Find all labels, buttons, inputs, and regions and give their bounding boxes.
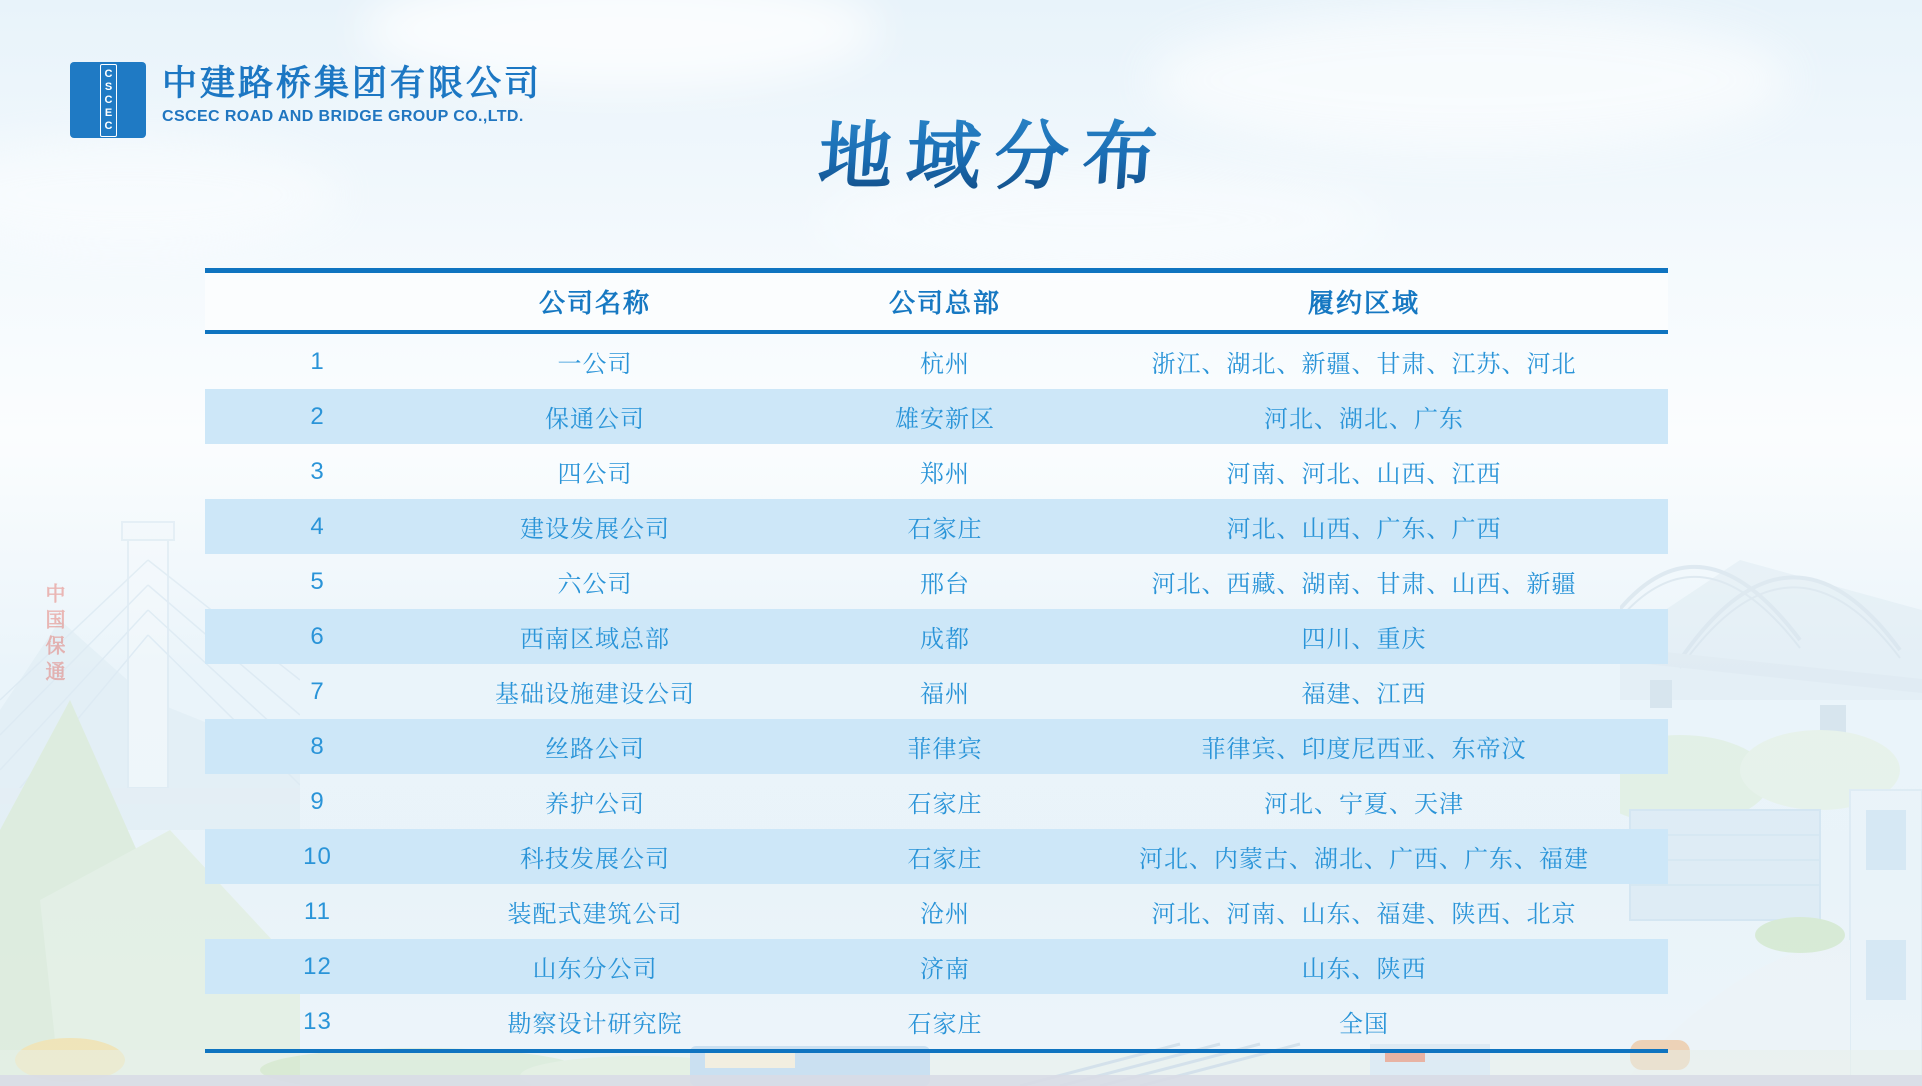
- brand-text-block: [162, 62, 542, 126]
- header-company-hq: 公司总部: [888, 288, 1001, 318]
- table-row: [205, 664, 1668, 719]
- row-index: 1: [310, 347, 325, 375]
- row-company-hq: 石家庄: [907, 791, 983, 818]
- table-row: [205, 939, 1668, 994]
- company-name-en: CSCEC ROAD AND BRIDGE GROUP CO.,LTD.: [162, 108, 524, 126]
- row-company-name: 装配式建筑公司: [507, 901, 683, 928]
- table-body: [205, 334, 1668, 1049]
- row-company-name: 丝路公司: [545, 736, 645, 763]
- row-index: 6: [310, 622, 325, 650]
- row-company-hq: 石家庄: [907, 516, 983, 543]
- table-row: [205, 884, 1668, 939]
- table-row: [205, 389, 1668, 444]
- row-regions: 河北、宁夏、天津: [1264, 791, 1464, 818]
- row-company-hq: 沧州: [920, 901, 970, 928]
- row-company-hq: 郑州: [920, 461, 970, 488]
- row-regions: 福建、江西: [1301, 681, 1427, 708]
- row-company-hq: 邢台: [920, 571, 970, 598]
- company-name-zh: 中建路桥集团有限公司: [162, 64, 543, 103]
- row-company-name: 基础设施建设公司: [495, 681, 695, 708]
- bottom-road-strip: [0, 1075, 1922, 1086]
- row-company-name: 四公司: [557, 461, 633, 488]
- table-row: [205, 444, 1668, 499]
- page-title: 地域分布: [815, 98, 1174, 204]
- row-company-hq: 成都: [920, 626, 970, 653]
- left-pylon-banner-text: 中国保通: [42, 583, 64, 687]
- row-index: 12: [303, 952, 332, 980]
- row-company-hq: 石家庄: [907, 1011, 983, 1038]
- row-index: 7: [310, 677, 325, 705]
- row-company-hq: 菲律宾: [907, 736, 983, 763]
- table-row: [205, 994, 1668, 1049]
- row-regions: 河北、湖北、广东: [1264, 406, 1464, 433]
- row-company-name: 一公司: [557, 351, 633, 378]
- table-row: [205, 499, 1668, 554]
- row-regions: 山东、陕西: [1301, 956, 1427, 983]
- row-index: 10: [303, 842, 332, 870]
- table-row: [205, 719, 1668, 774]
- cloud-shape: [0, 140, 340, 250]
- table-header-row: [205, 273, 1668, 334]
- table-row: [205, 609, 1668, 664]
- header-regions: 履约区域: [1307, 288, 1420, 318]
- row-company-hq: 济南: [920, 956, 970, 983]
- row-regions: 河北、西藏、湖南、甘肃、山西、新疆: [1151, 571, 1577, 598]
- cscec-logo: [70, 62, 146, 138]
- row-index: 2: [310, 402, 325, 430]
- cloud-shape: [1150, 10, 1790, 150]
- region-table: [205, 268, 1668, 1053]
- row-index: 13: [303, 1007, 332, 1035]
- row-company-name: 六公司: [557, 571, 633, 598]
- row-company-name: 山东分公司: [532, 956, 658, 983]
- row-company-hq: 福州: [920, 681, 970, 708]
- row-regions: 浙江、湖北、新疆、甘肃、江苏、河北: [1151, 351, 1577, 378]
- header-company-name: 公司名称: [538, 288, 651, 318]
- row-regions: 河北、内蒙古、湖北、广西、广东、福建: [1139, 846, 1589, 873]
- cscec-logo-letters: CSCEC: [100, 64, 117, 137]
- row-company-name: 科技发展公司: [520, 846, 670, 873]
- table-row: [205, 774, 1668, 829]
- brand-header: [70, 62, 542, 138]
- table-row: [205, 554, 1668, 609]
- row-regions: 四川、重庆: [1301, 626, 1427, 653]
- row-index: 8: [310, 732, 325, 760]
- row-company-name: 建设发展公司: [520, 516, 670, 543]
- row-regions: 全国: [1339, 1011, 1389, 1038]
- row-company-name: 西南区域总部: [520, 626, 670, 653]
- row-company-name: 保通公司: [545, 406, 645, 433]
- row-index: 11: [304, 897, 331, 925]
- row-regions: 河北、河南、山东、福建、陕西、北京: [1151, 901, 1577, 928]
- row-index: 4: [310, 512, 325, 540]
- row-regions: 菲律宾、印度尼西亚、东帝汶: [1201, 736, 1527, 763]
- row-company-hq: 雄安新区: [895, 406, 995, 433]
- row-regions: 河北、山西、广东、广西: [1226, 516, 1502, 543]
- row-regions: 河南、河北、山西、江西: [1226, 461, 1502, 488]
- row-company-hq: 杭州: [920, 351, 970, 378]
- row-index: 3: [310, 457, 325, 485]
- table-row: [205, 829, 1668, 884]
- row-company-name: 勘察设计研究院: [507, 1011, 683, 1038]
- row-company-name: 养护公司: [545, 791, 645, 818]
- table-row: [205, 334, 1668, 389]
- row-index: 9: [310, 787, 325, 815]
- row-company-hq: 石家庄: [907, 846, 983, 873]
- row-index: 5: [310, 567, 325, 595]
